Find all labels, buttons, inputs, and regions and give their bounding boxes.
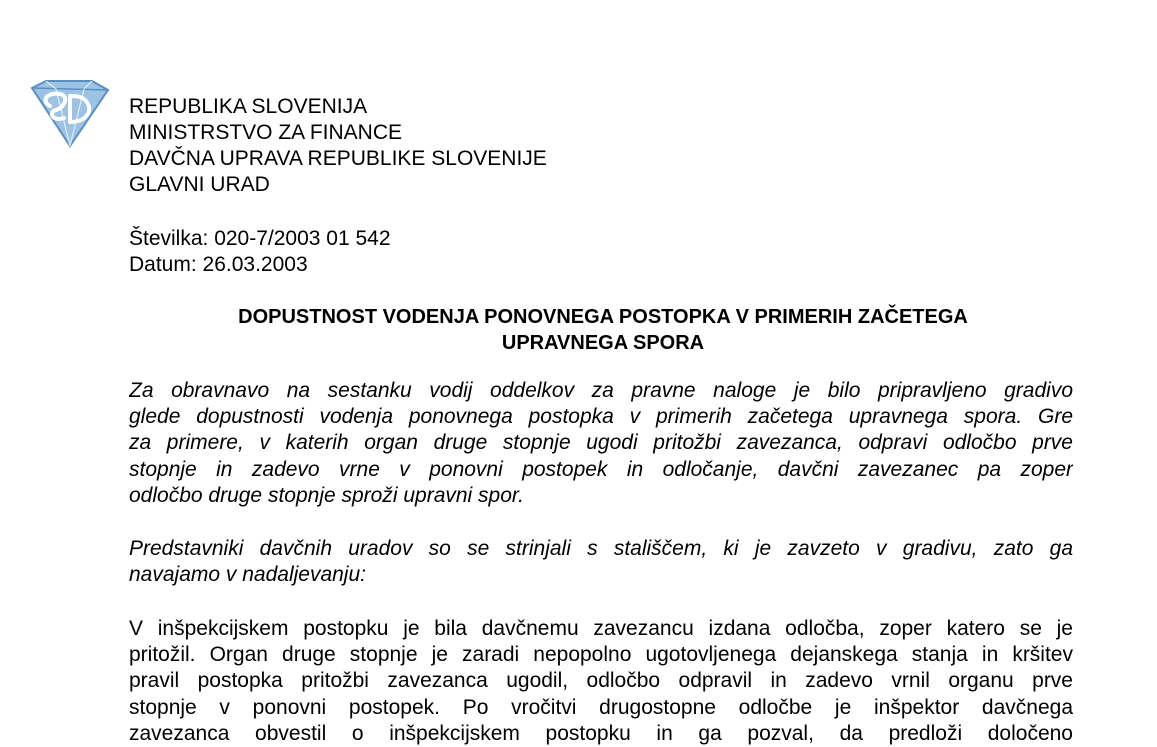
letterhead-line-main-office: GLAVNI URAD: [129, 173, 270, 196]
paragraph-line: stopnje in zadevo vrne v ponovni postopek in odločanje, davčni zavezanec pa zoper: [129, 457, 1073, 481]
paragraph-agreement: [129, 536, 1073, 588]
document-title: [150, 304, 1056, 356]
durs-logo: [26, 78, 112, 148]
document-meta: [129, 226, 391, 278]
paragraph-case-description: [129, 616, 1073, 747]
paragraph-line: za primere, v katerih organ druge stopnje ugodi pritožbi zavezanca, odpravi odločbo prve: [129, 431, 1073, 455]
paragraph-line: pritožil. Organ druge stopnje je zaradi nepopolno ugotovljenega dejanskega stanja in kršitev: [129, 643, 1073, 667]
letterhead-line-republic: REPUBLIKA SLOVENIJA: [129, 95, 368, 118]
paragraph-line: zavezanca obvestil o inšpekcijskem postopku in ga pozval, da predloži določeno: [129, 721, 1073, 745]
paragraph-line: glede dopustnosti vodenja ponovnega postopka v primerih začetega upravnega spora. Gre: [129, 405, 1073, 429]
document-date: Datum: 26.03.2003: [129, 253, 308, 276]
document-title-line-1: DOPUSTNOST VODENJA PONOVNEGA POSTOPKA V PRIMERIH ZAČETEGA: [238, 306, 968, 328]
letterhead-line-tax-administration: DAVČNA UPRAVA REPUBLIKE SLOVENIJE: [129, 147, 547, 170]
document-title-line-2: UPRAVNEGA SPORA: [501, 332, 705, 354]
letterhead-line-ministry: MINISTRSTVO ZA FINANCE: [129, 121, 403, 144]
paragraph-line: odločbo druge stopnje sproži upravni spor.: [129, 483, 524, 507]
paragraph-line: pravil postopka pritožbi zavezanca ugodil, odločbo odpravil in zadevo vrnil organu prve: [129, 669, 1073, 693]
document-number: Številka: 020-7/2003 01 542: [129, 227, 391, 250]
paragraph-line: navajamo v nadaljevanju:: [129, 563, 366, 587]
letterhead: [129, 94, 547, 198]
logo-diamond-icon: [32, 81, 108, 146]
paragraph-intro: [129, 378, 1073, 509]
paragraph-line: stopnje v ponovni postopek. Po vročitvi drugostopne odločbe je inšpektor davčnega: [129, 695, 1073, 719]
paragraph-line: V inšpekcijskem postopku je bila davčnemu zavezancu izdana odločba, zoper katero se je: [129, 617, 1073, 640]
paragraph-line: Predstavniki davčnih uradov so se strinjali s stališčem, ki je zavzeto v gradivu, zato ga: [129, 537, 1073, 560]
paragraph-line: Za obravnavo na sestanku vodij oddelkov za pravne naloge je bilo pripravljeno gradivo: [129, 379, 1073, 402]
